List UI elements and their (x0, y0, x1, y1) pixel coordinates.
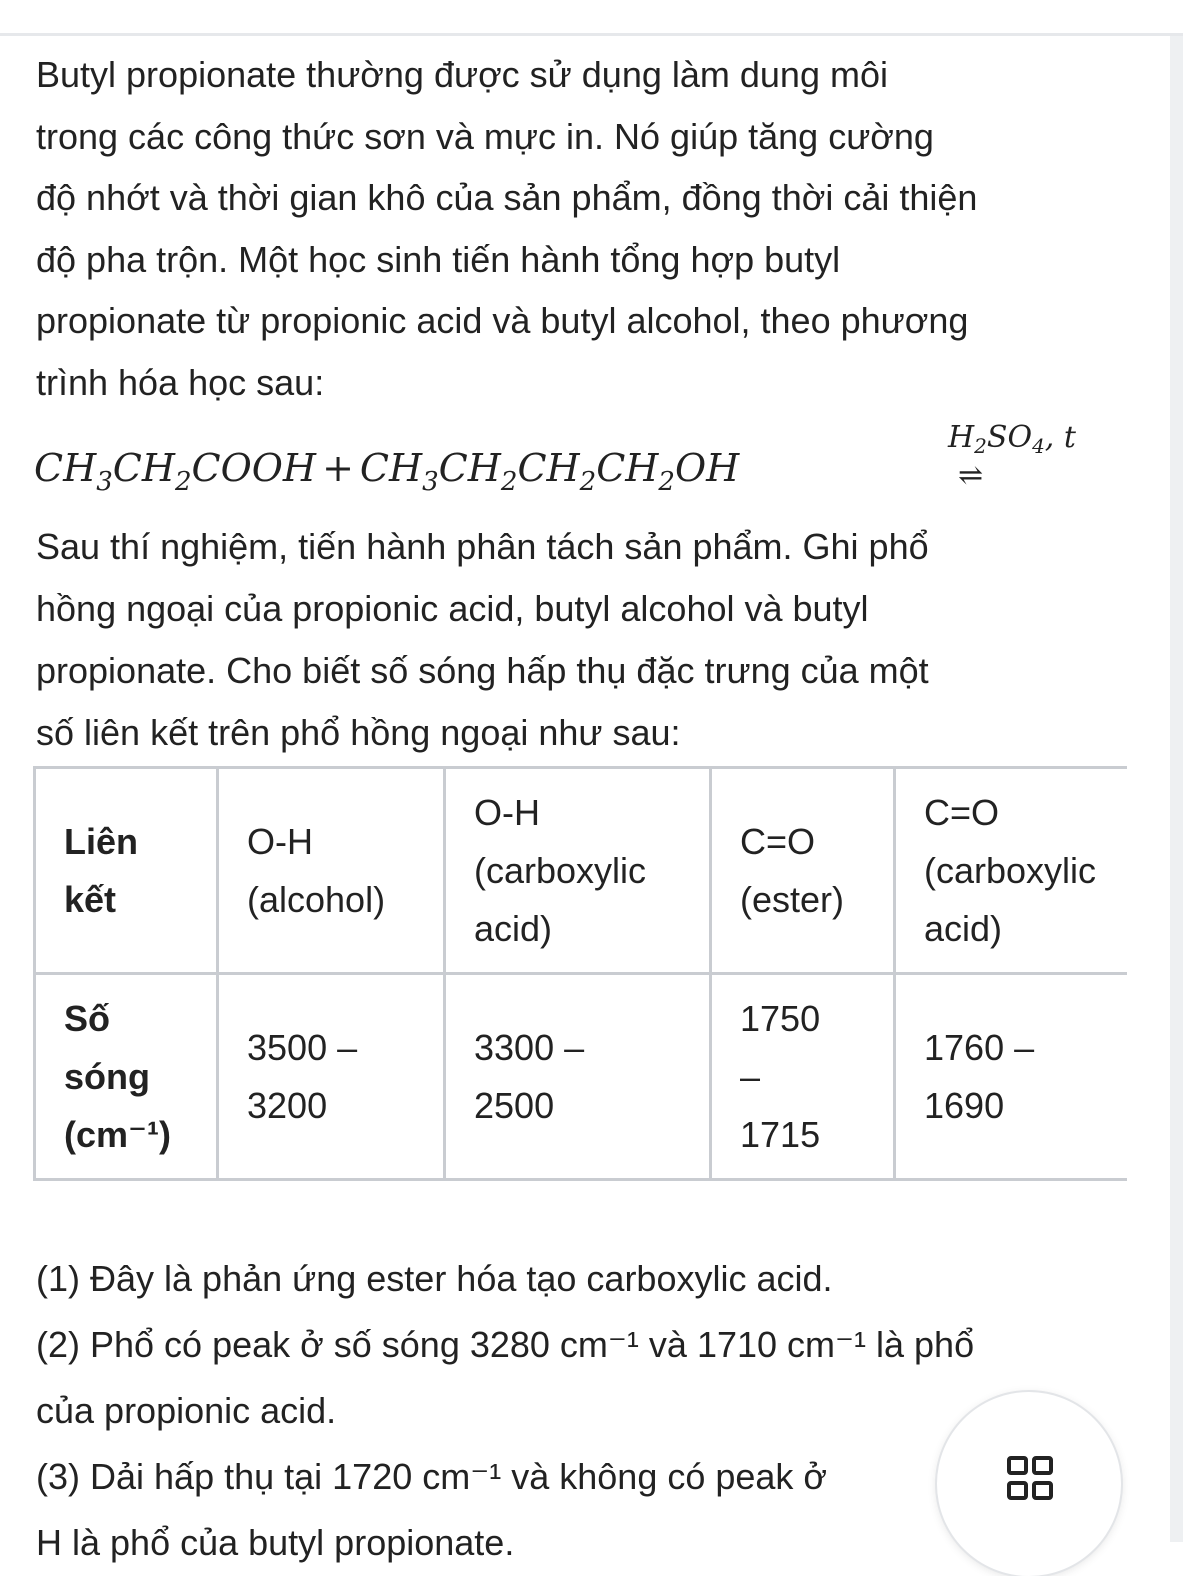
table-cell: O-H (carboxylic acid) (445, 768, 711, 974)
table-cell: 3500 – 3200 (218, 974, 445, 1180)
intro-line: trình hóa học sau: (36, 361, 325, 403)
description-line: Sau thí nghiệm, tiến hành phân tách sản phẩm. Ghi phổ (36, 526, 929, 567)
table-row (35, 974, 1128, 1180)
table-cell: 1760 – 1690 (895, 974, 1128, 1180)
table-cell: C=O (ester) (711, 768, 895, 974)
table-header-row (35, 768, 1128, 974)
table-cell: Số sóng (cm⁻¹) (35, 974, 218, 1180)
statement-line: H là phổ của butyl propionate. (36, 1522, 515, 1563)
reactant-propionic-acid: $CH_3CH_2COOH$ (34, 446, 317, 497)
right-scroll-rail[interactable] (1170, 36, 1183, 1542)
description-line: hồng ngoại của propionic acid, butyl alcohol và butyl (36, 588, 869, 629)
table-cell: C=O (carboxylic acid) (895, 768, 1128, 974)
intro-line: Butyl propionate thường được sử dụng làm dung môi (36, 54, 888, 95)
intro-line: propionate từ propionic acid và butyl alcohol, theo phương (36, 300, 969, 341)
description-line: số liên kết trên phổ hồng ngoại như sau: (36, 712, 681, 753)
intro-paragraph (36, 44, 1146, 413)
reaction-arrow (948, 420, 1076, 493)
description-paragraph (36, 516, 1146, 764)
floating-grid-button[interactable] (937, 1392, 1121, 1576)
description-line: propionate. Cho biết số sóng hấp thụ đặc trưng của một (36, 650, 929, 691)
table-cell: 1750 – 1715 (711, 974, 895, 1180)
statement-line: (3) Dải hấp thụ tại 1720 cm⁻¹ và không có peak ở (36, 1456, 828, 1497)
statement-line: (2) Phổ có peak ở số sóng 3280 cm⁻¹ và 1710 cm⁻¹ là phổ (36, 1324, 975, 1365)
intro-line: độ pha trộn. Một học sinh tiến hành tổng hợp butyl (36, 238, 841, 280)
table-cell: 3300 – 2500 (445, 974, 711, 1180)
top-divider (0, 33, 1183, 36)
reaction-condition: $H_2SO_4$, t (948, 420, 1076, 458)
plus-sign: + (322, 446, 354, 490)
grid-icon (1007, 1456, 1053, 1502)
statement-line: (1) Đây là phản ứng ester hóa tạo carboxylic acid. (36, 1258, 833, 1299)
ir-wavenumber-table (33, 766, 1127, 1181)
table-cell: O-H (alcohol) (218, 768, 445, 974)
equilibrium-arrow-icon: ⇌ (958, 458, 984, 493)
intro-line: trong các công thức sơn và mực in. Nó giúp tăng cường (36, 115, 934, 157)
table-cell: Liên kết (35, 768, 218, 974)
statement-line: của propionic acid. (36, 1390, 337, 1431)
reactant-butyl-alcohol: $CH_3CH_2CH_2CH_2OH$ (359, 446, 740, 497)
chemical-equation (34, 446, 740, 497)
intro-line: độ nhớt và thời gian khô của sản phẩm, đồng thời cải thiện (36, 177, 978, 218)
